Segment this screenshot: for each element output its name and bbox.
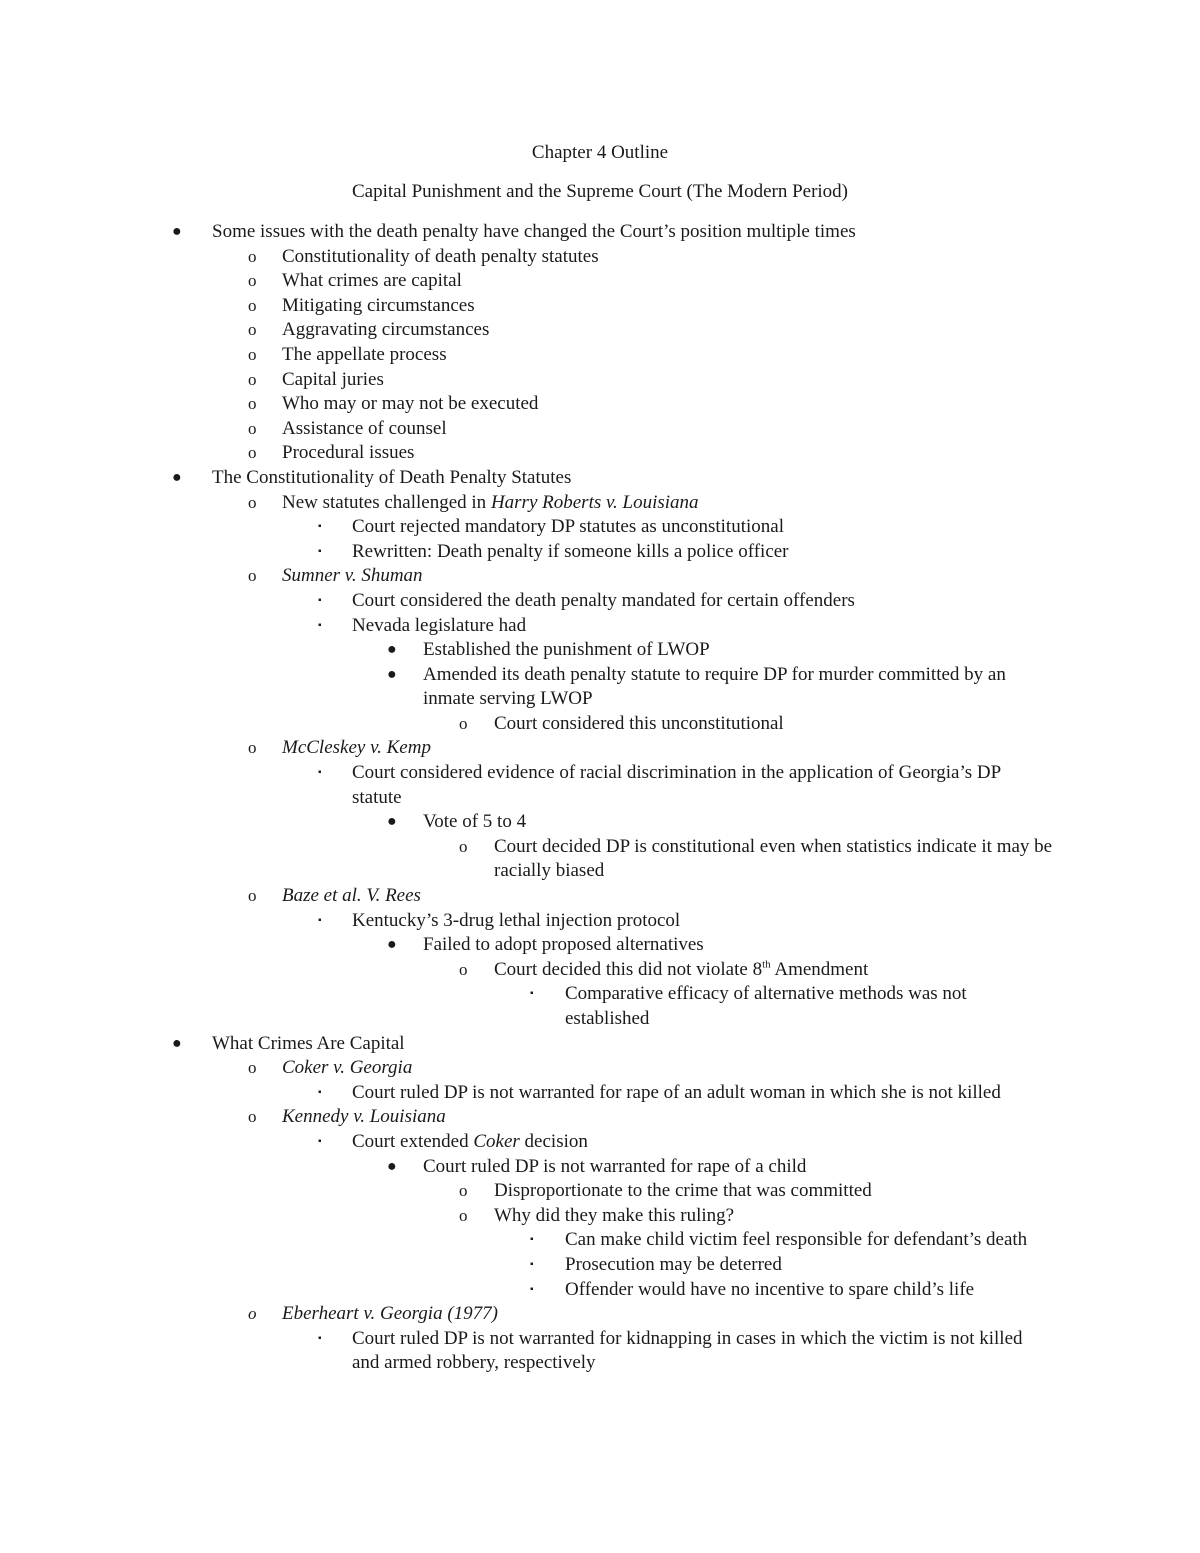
case-name: Kennedy v. Louisiana [282,1106,446,1128]
list-item: o Capital juries [0,368,1200,393]
bullet-icon: ● [387,813,397,831]
case-name: Coker v. Georgia [282,1057,413,1079]
list-item: o Court considered this unconstitutional [0,712,1200,737]
square-bullet-icon: ▪ [530,988,534,1000]
circle-bullet-icon: o [248,492,257,512]
circle-bullet-icon: o [248,738,257,758]
list-item: o Who may or may not be executed [0,392,1200,417]
case-name: Sumner v. Shuman [282,565,423,587]
case-name: Eberheart v. Georgia (1977) [282,1303,498,1325]
square-bullet-icon: ▪ [318,767,322,779]
outline-heading [0,466,1200,491]
circle-bullet-icon: o [248,394,257,414]
case-name: Baze et al. V. Rees [282,885,421,907]
bullet-icon: ● [172,1034,182,1052]
list-item: ● Court ruled DP is not warranted for rape of a child [0,1155,1200,1180]
circle-bullet-icon: o [459,959,468,979]
heading-text: What Crimes Are Capital [212,1032,405,1054]
list-item: ● Amended its death penalty statute to require DP for murder committed by an inmate serving LWOP [387,663,1006,710]
list-item: ▪ Prosecution may be deterred [0,1253,1200,1278]
list-item: ▪ Comparative efficacy of alternative methods was not established [530,983,967,1029]
list-item: o Constitutionality of death penalty statutes [0,245,1200,270]
circle-bullet-icon: o [248,443,257,463]
square-bullet-icon: ▪ [530,1258,534,1270]
list-item: ▪ Court ruled DP is not warranted for kidnapping in cases in which the victim is not killed and armed robbery, respectively [318,1327,1023,1374]
list-item: ● Established the punishment of LWOP [0,638,1200,663]
list-item: ▪ Court extended Coker decision [0,1130,1200,1155]
circle-bullet-icon: o [248,320,257,340]
square-bullet-icon: ▪ [318,594,322,606]
square-bullet-icon: ▪ [318,545,322,557]
list-item: ▪ Court considered the death penalty mandated for certain offenders [0,589,1200,614]
square-bullet-icon: ▪ [318,619,322,631]
circle-bullet-icon: o [459,1181,468,1201]
list-item: ▪ Court rejected mandatory DP statutes as unconstitutional [0,515,1200,540]
circle-bullet-icon: o [248,566,257,586]
circle-bullet-icon: o [248,369,257,389]
bullet-icon: ● [387,1157,397,1175]
list-item: o The appellate process [0,343,1200,368]
outline-heading [0,220,1200,245]
case-item [0,1105,1200,1130]
list-item: o Why did they make this ruling? [0,1204,1200,1229]
circle-bullet-icon: o [248,271,257,291]
document-subtitle: Capital Punishment and the Supreme Court (The Modern Period) [351,181,849,202]
list-item: ● Vote of 5 to 4 [0,810,1200,835]
bullet-icon: ● [387,936,397,954]
case-item [0,1056,1200,1081]
list-item: o What crimes are capital [0,269,1200,294]
bullet-icon: ● [172,223,182,240]
circle-bullet-icon: o [248,344,257,364]
circle-bullet-icon: o [248,1107,257,1127]
list-item: ▪ Kentucky’s 3-drug lethal injection protocol [0,909,1200,934]
list-item: ▪ Can make child victim feel responsible for defendant’s death [0,1228,1200,1253]
case-item [0,1302,1200,1327]
bullet-icon: ● [387,641,397,659]
list-item: o Court decided DP is constitutional even when statistics indicate it may be racially biased [459,835,1053,882]
heading-text: Some issues with the death penalty have changed the Court’s position multiple times [212,221,856,242]
list-item: ▪ Offender would have no incentive to spare child’s life [0,1278,1200,1303]
square-bullet-icon: ▪ [318,914,322,926]
circle-bullet-icon: o [248,418,257,438]
list-item: o Disproportionate to the crime that was committed [0,1179,1200,1204]
case-item: o New statutes challenged in Harry Roberts v. Louisiana [0,491,1200,516]
list-item: o Aggravating circumstances [0,318,1200,343]
square-bullet-icon: ▪ [318,1086,322,1098]
square-bullet-icon: ▪ [530,1234,534,1246]
square-bullet-icon: ▪ [318,1332,322,1344]
list-item: ▪ Court ruled DP is not warranted for rape of an adult woman in which she is not killed [0,1081,1200,1106]
square-bullet-icon: ▪ [318,521,322,533]
square-bullet-icon: ▪ [318,1135,322,1147]
outline [0,220,1200,1376]
circle-bullet-icon: o [248,246,257,266]
circle-bullet-icon: o [248,886,257,906]
bullet-icon: ● [172,468,182,486]
list-item: o Court decided this did not violate 8th Amendment [0,958,1200,983]
circle-bullet-icon: o [459,1205,468,1225]
case-item [0,884,1200,909]
list-item: ▪ Nevada legislature had [0,614,1200,639]
circle-bullet-icon: o [248,295,257,315]
list-item: o Procedural issues [0,441,1200,466]
list-item: o Mitigating circumstances [0,294,1200,319]
outline-heading [0,1032,1200,1057]
heading-text: The Constitutionality of Death Penalty Statutes [212,466,572,488]
circle-bullet-icon: o [248,1058,257,1078]
case-item [0,564,1200,589]
circle-bullet-icon: o [248,1304,257,1324]
document-title: Chapter 4 Outline [531,142,669,163]
case-name: Harry Roberts v. Louisiana [490,491,699,513]
list-item: ● Failed to adopt proposed alternatives [0,933,1200,958]
circle-bullet-icon: o [459,713,468,733]
case-name: McCleskey v. Kemp [282,737,431,759]
bullet-icon: ● [387,665,397,683]
square-bullet-icon: ▪ [530,1283,534,1295]
circle-bullet-icon: o [459,836,468,856]
list-item: ▪ Rewritten: Death penalty if someone kills a police officer [0,540,1200,565]
list-item: o Assistance of counsel [0,417,1200,442]
case-item [0,736,1200,761]
list-item: ▪ Court considered evidence of racial discrimination in the application of Georgia’s DP statute [318,762,1001,808]
